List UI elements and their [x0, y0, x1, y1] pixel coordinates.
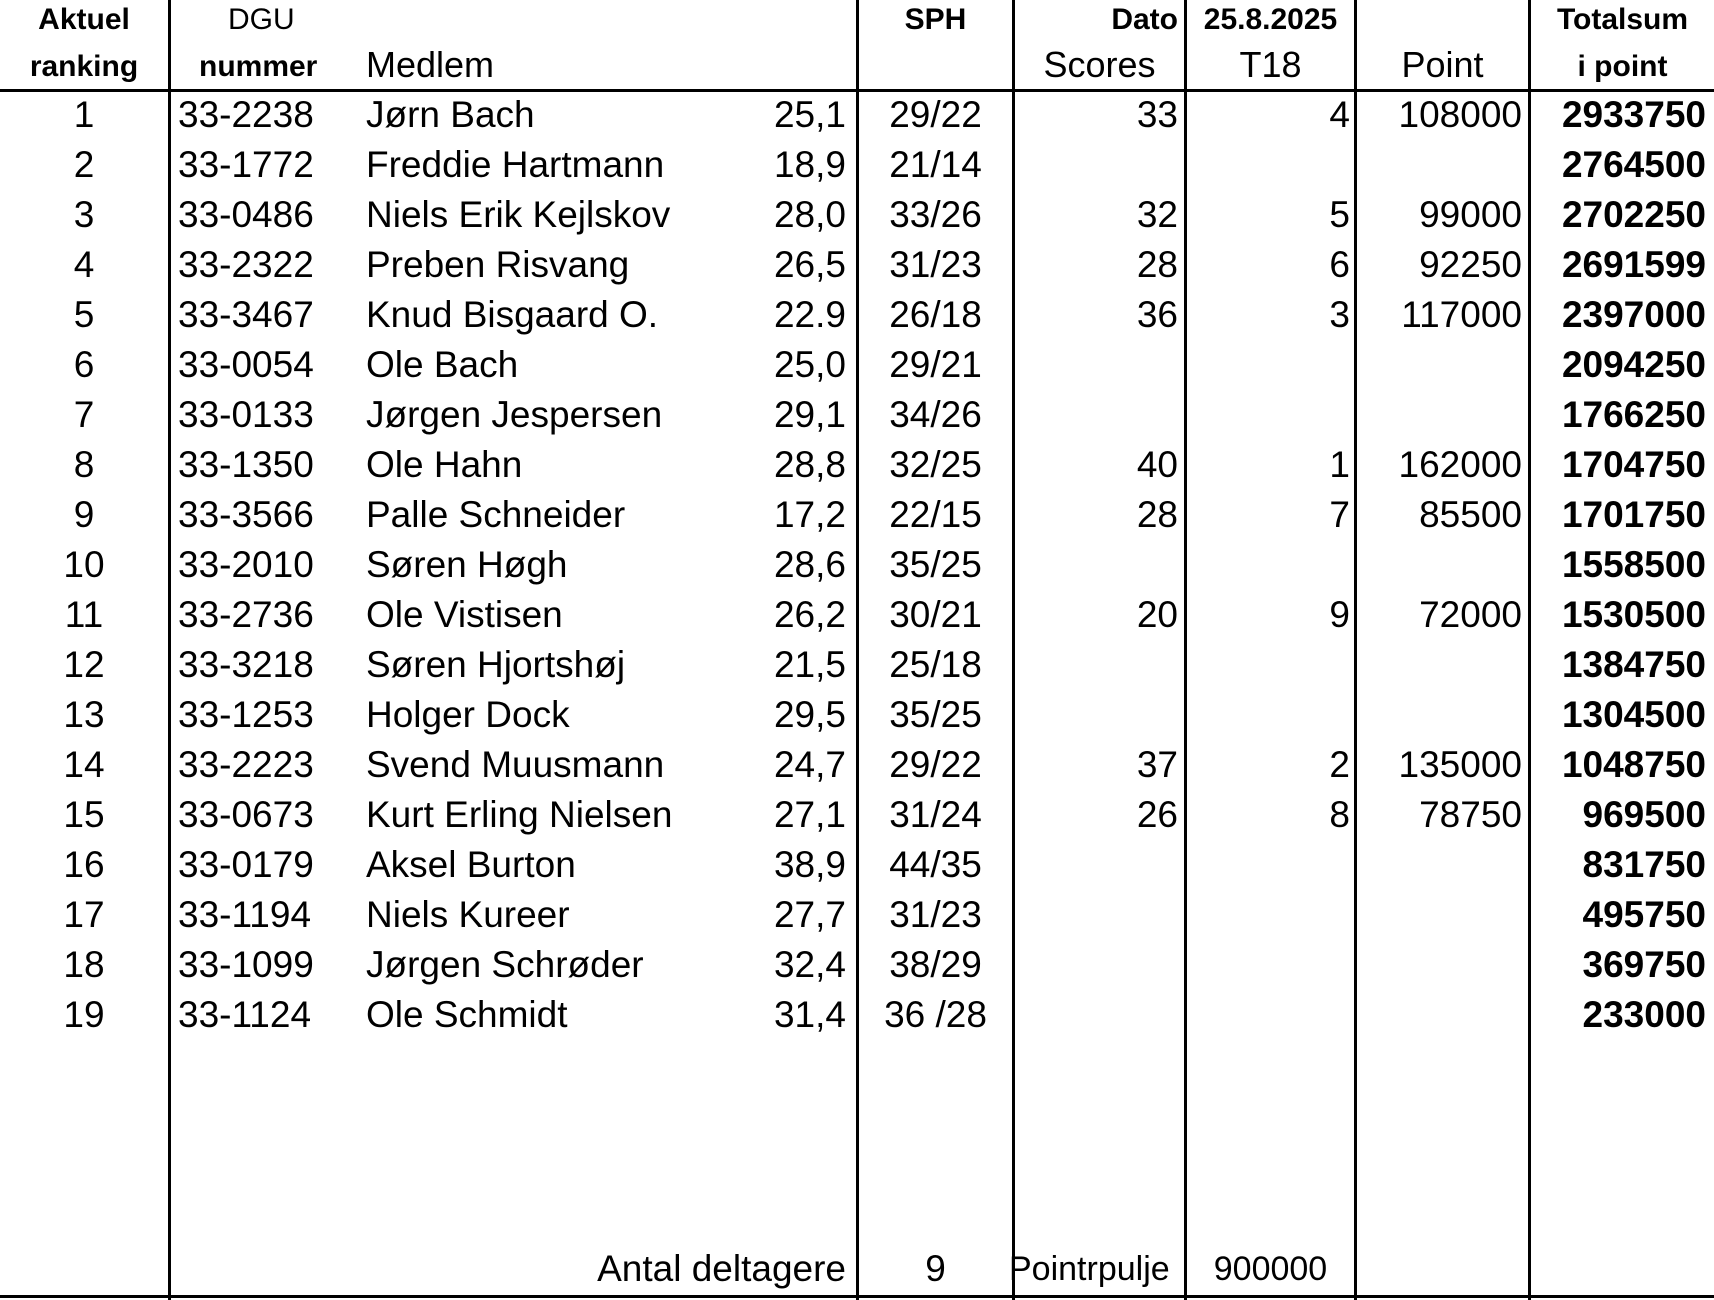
score-cell: 32 [1136, 194, 1178, 235]
header-dato: Dato [1111, 3, 1178, 36]
total-cell: 1558500 [1561, 544, 1706, 585]
grid-line [1184, 0, 1187, 1300]
member-cell: Ole Schmidt [366, 994, 568, 1035]
hcp-cell: 29,5 [773, 694, 846, 735]
member-cell: Søren Høgh [366, 544, 568, 585]
rank-cell: 2 [73, 144, 95, 185]
dgu-cell: 33-2736 [178, 594, 314, 635]
member-cell: Preben Risvang [366, 244, 630, 285]
dgu-cell: 33-1253 [178, 694, 314, 735]
point-pool-label: Pointrpulje [1009, 1250, 1170, 1288]
score-cell: 28 [1136, 494, 1178, 535]
dgu-cell: 33-3566 [178, 494, 314, 535]
hcp-cell: 31,4 [773, 994, 846, 1035]
t18-cell: 8 [1329, 794, 1350, 835]
point-cell: 92250 [1419, 244, 1522, 285]
header-ranking: ranking [29, 50, 139, 83]
rank-cell: 4 [73, 244, 95, 285]
score-cell: 37 [1136, 744, 1178, 785]
sph-cell: 22/15 [889, 494, 982, 535]
point-pool-value: 900000 [1213, 1250, 1328, 1288]
rank-cell: 10 [63, 544, 105, 585]
hcp-cell: 28,8 [773, 444, 846, 485]
header-total: i point [1577, 50, 1668, 83]
hcp-cell: 28,6 [773, 544, 846, 585]
member-cell: Palle Schneider [366, 494, 626, 535]
t18-cell: 5 [1329, 194, 1350, 235]
hcp-cell: 27,7 [773, 894, 846, 935]
dgu-cell: 33-1099 [178, 944, 314, 985]
point-cell: 117000 [1401, 294, 1522, 335]
header-dgu: DGU [228, 3, 295, 36]
header-member: Medlem [366, 44, 495, 85]
rank-cell: 16 [63, 844, 105, 885]
point-cell: 135000 [1398, 744, 1522, 785]
member-cell: Ole Vistisen [366, 594, 563, 635]
rank-cell: 11 [64, 594, 104, 635]
total-cell: 1304500 [1561, 694, 1706, 735]
rank-cell: 9 [73, 494, 95, 535]
hcp-cell: 25,1 [773, 94, 846, 135]
dgu-cell: 33-1772 [178, 144, 314, 185]
hcp-cell: 32,4 [773, 944, 846, 985]
member-cell: Svend Muusmann [366, 744, 665, 785]
sph-cell: 35/25 [889, 544, 982, 585]
hcp-cell: 22.9 [773, 294, 846, 335]
sph-cell: 29/22 [889, 744, 982, 785]
member-cell: Niels Kureer [366, 894, 570, 935]
participants-value: 9 [925, 1248, 946, 1289]
total-cell: 495750 [1582, 894, 1706, 935]
header-t18: T18 [1239, 44, 1302, 85]
total-cell: 1704750 [1561, 444, 1706, 485]
member-cell: Jørgen Jespersen [366, 394, 663, 435]
sph-cell: 38/29 [889, 944, 982, 985]
member-cell: Jørn Bach [366, 94, 535, 135]
hcp-cell: 18,9 [773, 144, 846, 185]
member-cell: Ole Bach [366, 344, 519, 385]
member-cell: Freddie Hartmann [366, 144, 665, 185]
header-sph: SPH [904, 3, 967, 36]
header-ranking: Aktuel [38, 3, 130, 36]
total-cell: 369750 [1582, 944, 1706, 985]
sph-cell: 32/25 [889, 444, 982, 485]
hcp-cell: 21,5 [773, 644, 846, 685]
total-cell: 1048750 [1561, 744, 1706, 785]
score-cell: 26 [1136, 794, 1178, 835]
sph-cell: 30/21 [889, 594, 982, 635]
total-cell: 2702250 [1561, 194, 1706, 235]
rank-cell: 15 [63, 794, 105, 835]
t18-cell: 6 [1329, 244, 1350, 285]
hcp-cell: 24,7 [773, 744, 846, 785]
total-cell: 2094250 [1561, 344, 1706, 385]
rank-cell: 1 [73, 94, 95, 135]
rank-cell: 6 [73, 344, 95, 385]
hcp-cell: 28,0 [773, 194, 846, 235]
score-cell: 40 [1136, 444, 1178, 485]
member-cell: Ole Hahn [366, 444, 523, 485]
member-cell: Holger Dock [366, 694, 570, 735]
point-cell: 108000 [1398, 94, 1522, 135]
rank-cell: 12 [63, 644, 105, 685]
total-cell: 1530500 [1561, 594, 1706, 635]
total-cell: 2397000 [1561, 294, 1706, 335]
score-cell: 36 [1136, 294, 1178, 335]
hcp-cell: 25,0 [773, 344, 846, 385]
sph-cell: 44/35 [889, 844, 982, 885]
point-cell: 162000 [1398, 444, 1522, 485]
sph-cell: 25/18 [889, 644, 982, 685]
sph-cell: 36 /28 [884, 994, 987, 1035]
header-divider [0, 89, 1714, 92]
hcp-cell: 27,1 [773, 794, 846, 835]
grid-line [1012, 0, 1015, 1300]
rank-cell: 14 [63, 744, 105, 785]
member-cell: Aksel Burton [366, 844, 576, 885]
rank-cell: 17 [63, 894, 105, 935]
sph-cell: 26/18 [889, 294, 982, 335]
point-cell: 85500 [1419, 494, 1522, 535]
point-cell: 78750 [1419, 794, 1522, 835]
total-cell: 1384750 [1561, 644, 1706, 685]
t18-cell: 9 [1329, 594, 1350, 635]
rank-cell: 5 [73, 294, 95, 335]
hcp-cell: 26,2 [773, 594, 846, 635]
member-cell: Kurt Erling Nielsen [366, 794, 673, 835]
dgu-cell: 33-0179 [178, 844, 314, 885]
member-cell: Niels Erik Kejlskov [366, 194, 671, 235]
sph-cell: 29/22 [889, 94, 982, 135]
header-point: Point [1401, 44, 1484, 85]
header-total: Totalsum [1556, 3, 1689, 36]
rank-cell: 13 [63, 694, 105, 735]
point-cell: 99000 [1419, 194, 1522, 235]
t18-cell: 3 [1329, 294, 1350, 335]
hcp-cell: 26,5 [773, 244, 846, 285]
total-cell: 233000 [1582, 994, 1706, 1035]
rank-cell: 18 [63, 944, 105, 985]
dgu-cell: 33-2223 [178, 744, 314, 785]
rank-cell: 19 [63, 994, 105, 1035]
t18-cell: 2 [1329, 744, 1350, 785]
total-cell: 831750 [1582, 844, 1706, 885]
total-cell: 1701750 [1561, 494, 1706, 535]
t18-cell: 1 [1329, 444, 1350, 485]
grid-line [168, 0, 171, 1300]
participants-label: Antal deltagere [597, 1248, 846, 1289]
point-cell: 72000 [1419, 594, 1522, 635]
dgu-cell: 33-0054 [178, 344, 314, 385]
total-cell: 2933750 [1561, 94, 1706, 135]
member-cell: Søren Hjortshøj [366, 644, 626, 685]
dgu-cell: 33-3218 [178, 644, 314, 685]
sph-cell: 34/26 [889, 394, 982, 435]
dgu-cell: 33-1124 [178, 994, 312, 1035]
dgu-cell: 33-2238 [178, 94, 314, 135]
rank-cell: 3 [73, 194, 95, 235]
total-cell: 969500 [1582, 794, 1706, 835]
dgu-cell: 33-0133 [178, 394, 314, 435]
t18-cell: 7 [1329, 494, 1350, 535]
sph-cell: 21/14 [889, 144, 982, 185]
dgu-cell: 33-2322 [178, 244, 314, 285]
sph-cell: 31/23 [889, 894, 982, 935]
bottom-border [0, 1295, 1714, 1298]
sph-cell: 29/21 [889, 344, 982, 385]
header-dgu: nummer [199, 50, 318, 83]
dgu-cell: 33-0486 [178, 194, 314, 235]
header-scores: Scores [1043, 44, 1156, 85]
dgu-cell: 33-1194 [178, 894, 312, 935]
hcp-cell: 38,9 [773, 844, 846, 885]
score-cell: 33 [1136, 94, 1178, 135]
grid-line [1354, 0, 1357, 1300]
header-date-value: 25.8.2025 [1203, 3, 1338, 36]
total-cell: 1766250 [1561, 394, 1706, 435]
member-cell: Jørgen Schrøder [366, 944, 644, 985]
sph-cell: 35/25 [889, 694, 982, 735]
total-cell: 2691599 [1561, 244, 1706, 285]
hcp-cell: 17,2 [773, 494, 846, 535]
total-cell: 2764500 [1561, 144, 1706, 185]
member-cell: Knud Bisgaard O. [366, 294, 659, 335]
sph-cell: 33/26 [889, 194, 982, 235]
score-cell: 28 [1136, 244, 1178, 285]
sph-cell: 31/23 [889, 244, 982, 285]
dgu-cell: 33-2010 [178, 544, 314, 585]
dgu-cell: 33-0673 [178, 794, 314, 835]
hcp-cell: 29,1 [773, 394, 846, 435]
dgu-cell: 33-1350 [178, 444, 314, 485]
score-cell: 20 [1136, 594, 1178, 635]
sph-cell: 31/24 [889, 794, 982, 835]
rank-cell: 7 [73, 394, 95, 435]
rank-cell: 8 [73, 444, 95, 485]
dgu-cell: 33-3467 [178, 294, 314, 335]
t18-cell: 4 [1329, 94, 1350, 135]
